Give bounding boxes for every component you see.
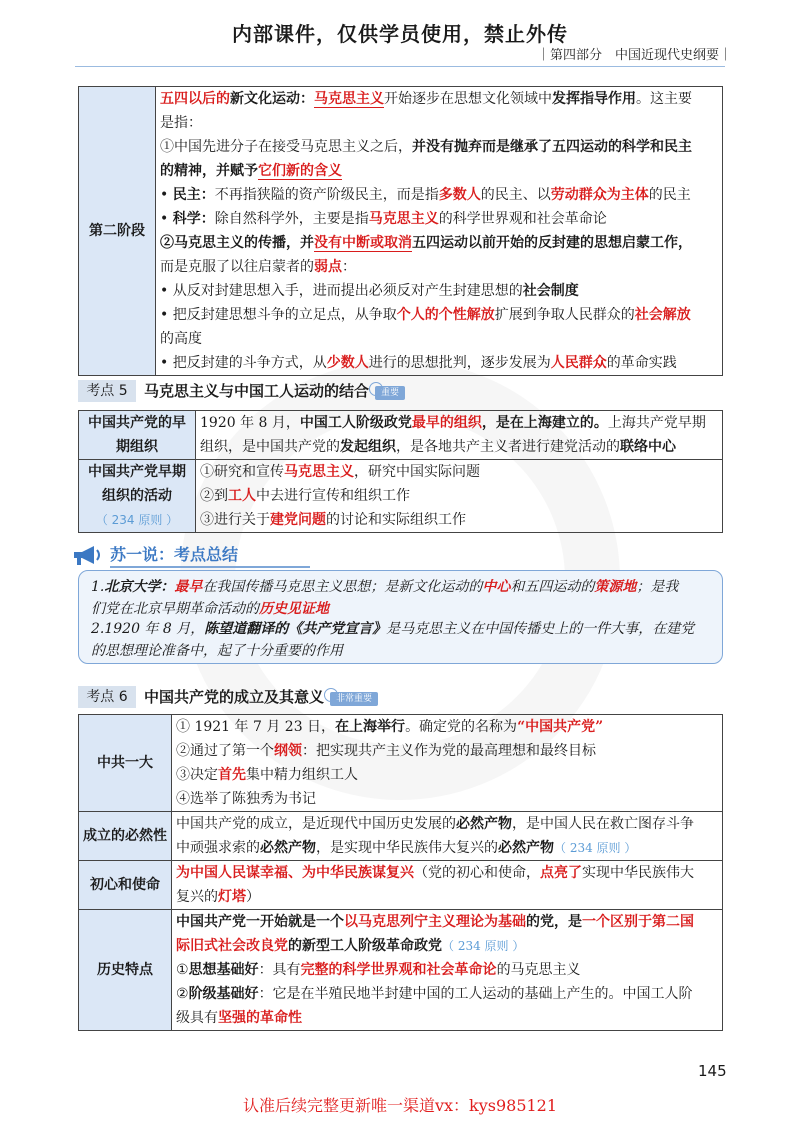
kp5-tag: 考点 5 — [78, 380, 136, 402]
kp6-d-label: 历史特点 — [79, 910, 172, 1031]
kp5-table — [78, 410, 723, 533]
kp5-heading — [78, 380, 723, 402]
summary-title: 苏一说：考点总结 — [110, 545, 239, 564]
kp6-d-content: 中国共产党一开始就是一个以马克思列宁主义理论为基础的党，是一个区别于第二国 际旧式社会改良党的新型工人阶级革命政党（ 234 原则 ） ①思想基础好：具有完整的科学世界观和社会革命论的马克思主义 ②阶级基础好：它是在半殖民地半封建中国的工人运动的基础上产生的。中国工人阶 级具有坚强的革命性 — [172, 910, 723, 1031]
kp5-row1-content: 1920 年 8 月，中国工人阶级政党最早的组织，是在上海建立的。上海共产党早期 组织，是中国共产党的发起组织，是各地共产主义者进行建党活动的联络中心 — [196, 411, 723, 460]
summary-title-underline — [110, 566, 310, 568]
summary-box: 1.北京大学：最早在我国传播马克思主义思想；是新文化运动的中心和五四运动的策源地；是我 们党在北京早期革命活动的历史见证地 2.1920 年 8 月，陈望道翻译的《共产党宣言》是马克思主义在中国传播史上的一件大事，在建党 的思想理论准备中，起了十分重要的作用 — [78, 570, 723, 664]
kp6-a-label: 中共一大 — [79, 715, 172, 812]
stage2-content: 五四以后的新文化运动：马克思主义开始逐步在思想文化领域中发挥指导作用。这主要 是指： ①中国先进分子在接受马克思主义之后，并没有抛弃而是继承了五四运动的科学和民主 的精神，并赋予它们新的含义 • 民主：不再指狭隘的资产阶级民主，而是指多数人的民主、以劳动群众为主体的民主 • 科学：除自然科学外，主要是指马克思主义的科学世界观和社会革命论 ②马克思主义的传播，并没有中断或取消五四运动以前开始的反封建的思想启蒙工作， 而是克服了以往启蒙者的弱点： • 从反对封建思想入手，进而提出必须反对产生封建思想的社会制度 • 把反封建思想斗争的立足点，从争取个人的个性解放扩展到争取人民群众的社会解放 的高度 • 把反封建的斗争方式，从少数人进行的思想批判，逐步发展为人民群众的革命实践 — [156, 87, 723, 376]
kp6-tag: 考点 6 — [78, 686, 136, 708]
footer-notice: 认准后续完整更新唯一渠道vx：kys985121 — [242, 1096, 558, 1115]
kp6-c-label: 初心和使命 — [79, 861, 172, 910]
page-number: 145 — [698, 1062, 727, 1080]
kp6-badge: 非常重要 — [330, 692, 378, 706]
header-title: 内部课件，仅供学员使用，禁止外传 — [232, 22, 568, 46]
kp6-c-content: 为中国人民谋幸福、为中华民族谋复兴（党的初心和使命，点亮了实现中华民族伟大 复兴的灯塔） — [172, 861, 723, 910]
kp6-table — [78, 714, 723, 1031]
kp5-row2-content: ①研究和宣传马克思主义，研究中国实际问题 ②到工人中去进行宣传和组织工作 ③进行关于建党问题的讨论和实际组织工作 — [196, 460, 723, 533]
kp5-row2-label: 中国共产党早期 组织的活动 （ 234 原则 ） — [79, 460, 196, 533]
stage2-table — [78, 86, 723, 376]
kp6-b-content: 中国共产党的成立，是近现代中国历史发展的必然产物，是中国人民在救亡图存斗争 中顽强求索的必然产物，是实现中华民族伟大复兴的必然产物（ 234 原则 ） — [172, 812, 723, 861]
kp6-title: 中国共产党的成立及其意义 — [144, 688, 325, 706]
header-section: ｜第四部分 中国近现代史纲要｜ — [536, 48, 732, 63]
kp5-row1-label: 中国共产党的早 期组织 — [79, 411, 196, 460]
header-divider — [75, 66, 725, 67]
summary-heading — [72, 540, 372, 568]
stage2-label: 第二阶段 — [79, 87, 156, 376]
megaphone-icon — [72, 544, 102, 566]
kp6-heading — [78, 686, 723, 708]
kp6-a-content: ① 1921 年 7 月 23 日，在上海举行。确定党的名称为“中国共产党” ②通过了第一个纲领：把实现共产主义作为党的最高理想和最终目标 ③决定首先集中精力组织工人 ④选举了陈独秀为书记 — [172, 715, 723, 812]
kp6-b-label: 成立的必然性 — [79, 812, 172, 861]
kp5-title: 马克思主义与中国工人运动的结合 — [144, 382, 370, 400]
kp5-badge: 重要 — [375, 386, 405, 400]
